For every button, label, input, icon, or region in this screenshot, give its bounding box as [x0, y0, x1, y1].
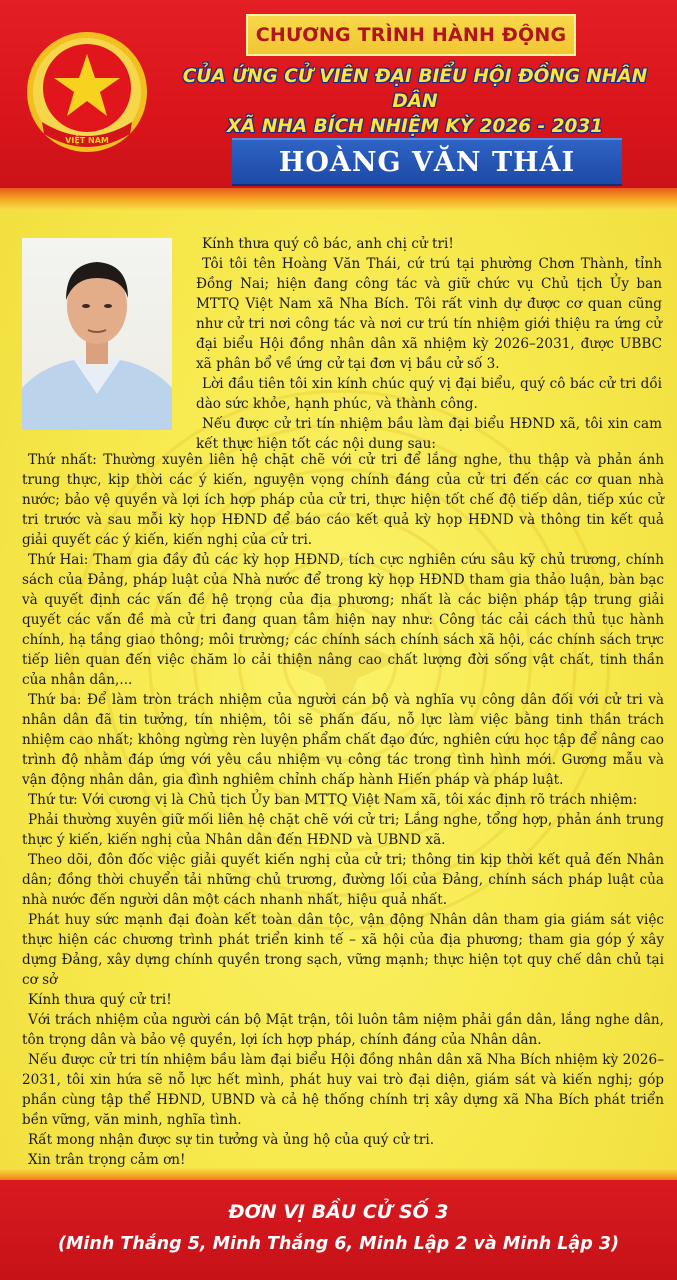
body-paragraph: Theo dõi, đôn đốc việc giải quyết kiến nghị của cử tri; thông tin kịp thời kết quả đến Nhân dân; đồng thời chuyển tải những chủ trương, đường lối của Đảng, chính sách pháp luật của nhà nước đến người dân một cách nhanh nhất, hiệu quả nhất.	[22, 852, 664, 908]
intro-section	[196, 234, 662, 454]
electoral-unit-areas: (Minh Thắng 5, Minh Thắng 6, Minh Lập 2 và Minh Lập 3)	[58, 1234, 619, 1254]
commitment-third: Thứ ba: Để làm tròn trách nhiệm của người cán bộ và nghĩa vụ công dân đối với cử tri và nhân dân đã tin tưởng, tín nhiệm, tôi sẽ phấn đấu, nỗ lực làm việc bằng tinh thần trách nhiệm cao nhất; không ngừng rèn luyện phẩm chất đạo đức, nghiên cứu học tập để nâng cao trình độ nhằm đáp ứng với yêu cầu nhiệm vụ công tác trong tình hình mới. Gương mẫu và vận động nhân dân, gia đình nghiêm chỉnh chấp hành Hiến pháp và pháp luật.	[22, 692, 664, 788]
body-paragraph: Nếu được cử tri tín nhiệm bầu làm đại biểu Hội đồng nhân dân xã Nha Bích nhiệm kỳ 2026–2031, tôi xin hứa sẽ nỗ lực hết mình, phát huy vai trò đại diện, giám sát và kiến nghị; góp phần cùng tập thể HĐND, UBND và cả hệ thống chính trị xây dựng xã Nha Bích phát triển bền vững, văn minh, nghĩa tình.	[22, 1052, 664, 1128]
sign-off: Xin trân trọng cảm ơn!	[28, 1152, 186, 1168]
program-title: CHƯƠNG TRÌNH HÀNH ĐỘNG	[255, 24, 567, 46]
national-emblem-icon	[22, 30, 152, 165]
commitments-section	[22, 450, 664, 1170]
emblem-label: VIỆT NAM	[65, 136, 109, 145]
body-paragraph: Rất mong nhận được sự tin tưởng và ủng hộ của quý cử tri.	[28, 1132, 435, 1148]
closing-greeting: Kính thưa quý cử tri!	[28, 992, 172, 1008]
candidate-name: HOÀNG VĂN THÁI	[278, 146, 576, 178]
candidate-name-box	[232, 138, 622, 186]
subtitle-line-2: XÃ NHA BÍCH NHIỆM KỲ 2026 - 2031	[226, 116, 604, 137]
intro-greeting: Kính thưa quý cô bác, anh chị cử tri!	[202, 236, 454, 252]
person-portrait-icon	[22, 238, 172, 430]
electoral-unit-title: ĐƠN VỊ BẦU CỬ SỐ 3	[228, 1201, 449, 1223]
intro-paragraph: Nếu được cử tri tín nhiệm bầu làm đại biểu HĐND xã, tôi xin cam kết thực hiện tốt các nội dung sau:	[196, 416, 662, 452]
subtitle-line-1: CỦA ỨNG CỬ VIÊN ĐẠI BIỂU HỘI ĐỒNG NHÂN DÂN	[182, 66, 648, 112]
commitment-fourth: Thứ tư: Với cương vị là Chủ tịch Ủy ban MTTQ Việt Nam xã, tôi xác định rõ trách nhiệm:	[28, 792, 638, 808]
intro-paragraph: Lời đầu tiên tôi xin kính chúc quý vị đại biểu, quý cô bác cử tri dồi dào sức khỏe, hạnh phúc, và thành công.	[196, 376, 662, 412]
body-paragraph: Với trách nhiệm của người cán bộ Mặt trận, tôi luôn tâm niệm phải gần dân, lắng nghe dân, tôn trọng dân và bảo vệ quyền, lợi ích hợp pháp, chính đáng của Nhân dân.	[22, 1012, 664, 1048]
body-paragraph: Phát huy sức mạnh đại đoàn kết toàn dân tộc, vận động Nhân dân tham gia giám sát việc thực hiện các chương trình phát triển kinh tế – xã hội của địa phương; tham gia góp ý xây dựng Đảng, xây dựng chính quyền trong sạch, vững mạnh; thực hiện tọt quy chế dân chủ tại cơ sở	[22, 912, 664, 988]
header-gradient-band	[0, 188, 677, 210]
subtitle	[160, 64, 670, 139]
candidate-portrait	[22, 238, 172, 430]
body-paragraph: Phải thường xuyên giữ mối liên hệ chặt chẽ với cử tri; Lắng nghe, tổng hợp, phản ánh trung thực ý kiến, kiến nghị của Nhân dân đến HĐND và UBND xã.	[22, 812, 664, 848]
commitment-second: Thứ Hai: Tham gia đầy đủ các kỳ họp HĐND, tích cực nghiên cứu sâu kỹ chủ trương, chính sách của Đảng, pháp luật của Nhà nước để trong kỳ họp HĐND tham gia thảo luận, bàn bạc và quyết định các vấn đề hệ trọng của địa phương; nhất là các biện pháp tập trung giải quyết các vấn đề mà cử tri đang quan tâm hiện nay như: Công tác cải cách thủ tục hành chính, hạ tầng giao thông; môi trường; các chính sách chính sách xã hội, các chính sách trực tiếp liên quan đến việc chăm lo cải thiện nâng cao chất lượng đời sống vật chất, tinh thần của nhân dân,...	[22, 552, 664, 688]
intro-paragraph: Tôi tôi tên Hoàng Văn Thái, cứ trú tại phường Chơn Thành, tỉnh Đồng Nai; hiện đang công tác và giữ chức vụ Chủ tịch Ủy ban MTTQ Việt Nam xã Nha Bích. Tôi rất vinh dự được cơ quan cũng như cử tri nơi công tác và nơi cư trú tín nhiệm giới thiệu ra ứng cử đại biểu Hội đồng nhân dân xã nhiệm kỳ 2026–2031, được UBBC xã phân bổ về ứng cử tại đơn vị bầu cử số 3.	[196, 256, 662, 372]
program-title-box	[246, 14, 576, 56]
footer-banner	[0, 1180, 677, 1280]
commitment-first: Thứ nhất: Thường xuyên liên hệ chặt chẽ với cử tri để lắng nghe, thu thập và phản ánh trung thực, kịp thời các ý kiến, nguyện vọng chính đáng của cử tri đến các cơ quan nhà nước; bảo vệ quyền và lợi ích hợp pháp của cử tri, thực hiện tốt chế độ tiếp dân, tiếp xúc cử tri trước và sau mỗi kỳ họp HĐND để báo cáo kết quả kỳ họp HĐND và thông tin kết quả giải quyết các ý kiến, kiến nghị của cử tri.	[22, 452, 664, 548]
